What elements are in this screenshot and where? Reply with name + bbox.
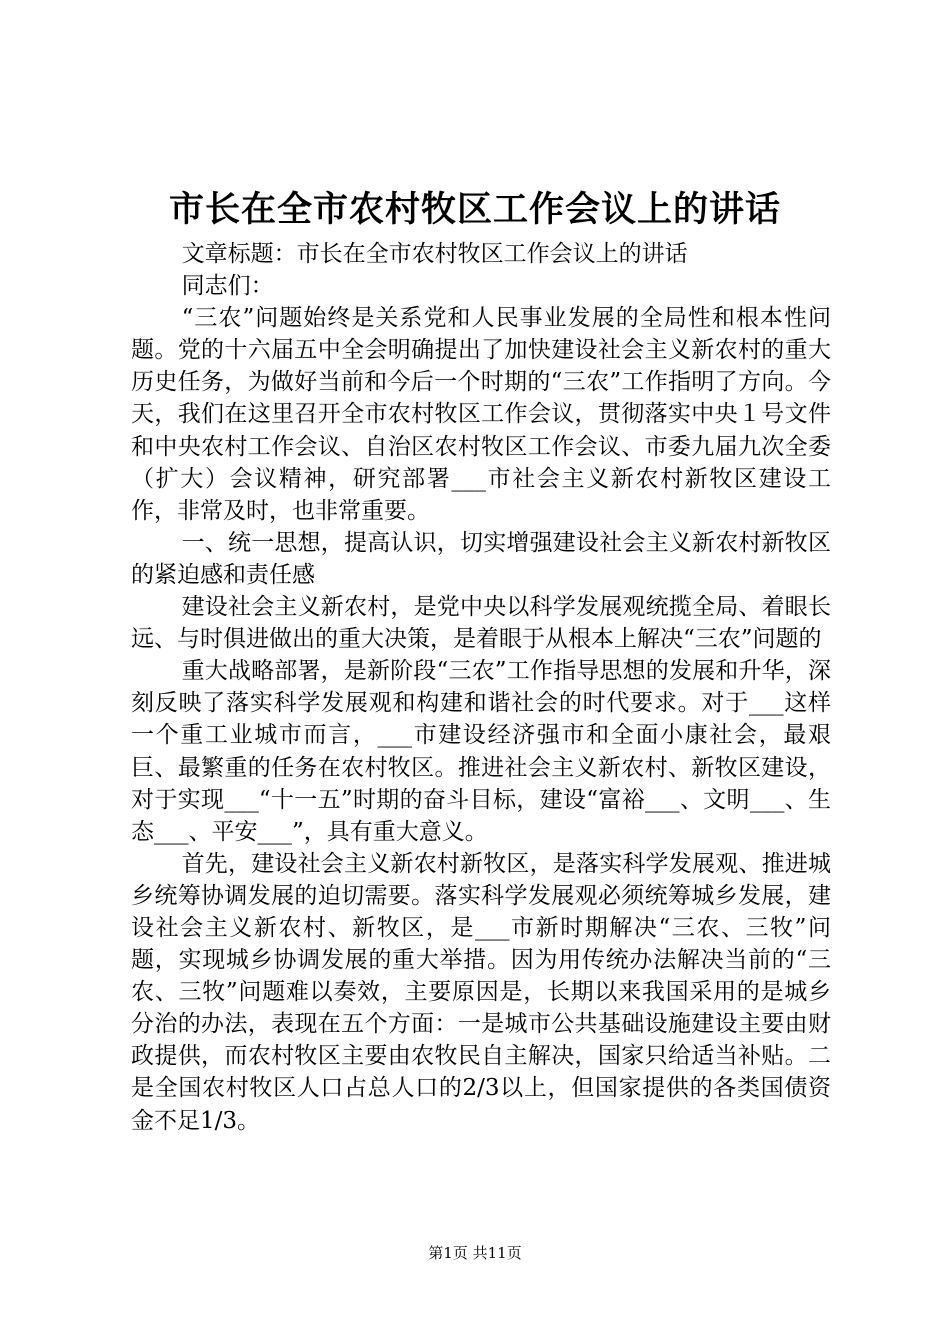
salutation: 同志们： [181,273,274,300]
section-heading: 一、统一思想，提高认识，切实增强建设社会主义新农村新牧区的紧迫感和责任感 [131,529,831,588]
paragraph: 重大战略部署，是新阶段“三农”工作指导思想的发展和升华，深刻反映了落实科学发展观和构建和谐社会的时代要求。对于___这样一个重工业城市而言，___市建设经济强市和全面小康社会，最艰巨、最繁重的任务在农村牧区。推进社会主义新农村、新牧区建设，对于实现___“十一五”时期的奋斗目标，建设“富裕___、文明___、生态___、平安___”，具有重大意义。 [131,658,831,845]
page-number-footer: 第1页 共11页 [428,1244,522,1262]
article-title-line: 文章标题：市长在全市农村牧区工作会议上的讲话 [181,241,688,267]
paragraph: 首先，建设社会主义新农村新牧区，是落实科学发展观、推进城乡统筹协调发展的迫切需要。落实科学发展观必须统筹城乡发展，建设社会主义新农村、新牧区，是___市新时期解决“三农、三牧”问题，实现城乡协调发展的重大举措。因为用传统办法解决当前的“三农、三牧”问题难以奏效，主要原因是，长期以来我国采用的是城乡分治的办法，表现在五个方面：一是城市公共基础设施建设主要由财政提供，而农村牧区主要由农牧民自主解决，国家只给适当补贴。二是全国农村牧区人口占总人口的2/3以上，但国家提供的各类国债资金不足1/3。 [131,850,831,1134]
document-title: 市长在全市农村牧区工作会议上的讲话 [168,189,781,230]
paragraph: 建设社会主义新农村，是党中央以科学发展观统揽全局、着眼长远、与时俱进做出的重大决策，是着眼于从根本上解决“三农”问题的 [131,594,831,653]
paragraph: “三农”问题始终是关系党和人民事业发展的全局性和根本性问题。党的十六届五中全会明确提出了加快建设社会主义新农村的重大历史任务，为做好当前和今后一个时期的“三农”工作指明了方向。今天，我们在这里召开全市农村牧区工作会议，贯彻落实中央１号文件和中央农村工作会议、自治区农村牧区工作会议、市委九届九次全委（扩大）会议精神，研究部署___市社会主义新农村新牧区建设工作，非常及时，也非常重要。 [131,305,831,524]
document-body [131,238,831,1137]
